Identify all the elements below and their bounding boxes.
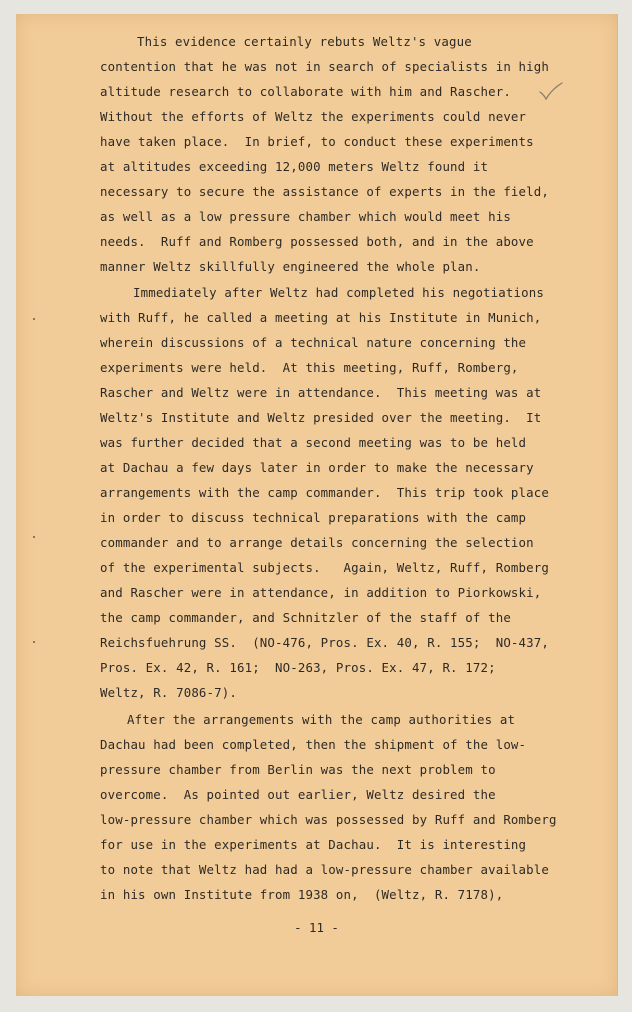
text-line: After the arrangements with the camp authorities at [127,712,516,727]
page-number: - 11 - [294,920,339,935]
text-line: for use in the experiments at Dachau. It is interesting [100,837,527,852]
text-line: Weltz's Institute and Weltz presided over the meeting. It [100,410,542,425]
text-line: to note that Weltz had had a low-pressure chamber available [100,862,549,877]
text-line: the camp commander, and Schnitzler of the staff of the [100,610,511,625]
text-line: Rascher and Weltz were in attendance. This meeting was at [100,385,542,400]
text-line: overcome. As pointed out earlier, Weltz desired the [100,787,496,802]
text-line: and Rascher were in attendance, in addition to Piorkowski, [100,585,542,600]
text-line: commander and to arrange details concerning the selection [100,535,534,550]
text-line: with Ruff, he called a meeting at his Institute in Munich, [100,310,542,325]
text-line: have taken place. In brief, to conduct these experiments [100,134,534,149]
text-line: experiments were held. At this meeting, Ruff, Romberg, [100,360,519,375]
text-line: needs. Ruff and Romberg possessed both, and in the above [100,234,534,249]
text-line: Weltz, R. 7086-7). [100,685,237,700]
text-line: Without the efforts of Weltz the experiments could never [100,109,527,124]
text-line: wherein discussions of a technical nature concerning the [100,335,527,350]
text-line: low-pressure chamber which was possessed by Ruff and Romberg [100,812,557,827]
text-line: pressure chamber from Berlin was the next problem to [100,762,496,777]
text-line: at Dachau a few days later in order to make the necessary [100,460,534,475]
text-line: as well as a low pressure chamber which would meet his [100,209,511,224]
text-line: This evidence certainly rebuts Weltz's vague [137,34,472,49]
text-line: in order to discuss technical preparations with the camp [100,510,527,525]
text-line: in his own Institute from 1938 on, (Weltz, R. 7178), [100,887,504,902]
text-line: Reichsfuehrung SS. (NO-476, Pros. Ex. 40, R. 155; NO-437, [100,635,549,650]
text-line: altitude research to collaborate with him and Rascher. [100,84,511,99]
text-line: manner Weltz skillfully engineered the whole plan. [100,259,481,274]
text-line: Pros. Ex. 42, R. 161; NO-263, Pros. Ex. 47, R. 172; [100,660,496,675]
text-line: contention that he was not in search of specialists in high [100,59,549,74]
text-line: Dachau had been completed, then the shipment of the low- [100,737,527,752]
text-line: arrangements with the camp commander. This trip took place [100,485,549,500]
text-line: necessary to secure the assistance of experts in the field, [100,184,549,199]
text-line: of the experimental subjects. Again, Weltz, Ruff, Romberg [100,560,549,575]
body-text [16,14,617,996]
text-line: Immediately after Weltz had completed his negotiations [133,285,544,300]
typewritten-page [16,14,618,996]
text-line: at altitudes exceeding 12,000 meters Weltz found it [100,159,489,174]
text-line: was further decided that a second meeting was to be held [100,435,527,450]
